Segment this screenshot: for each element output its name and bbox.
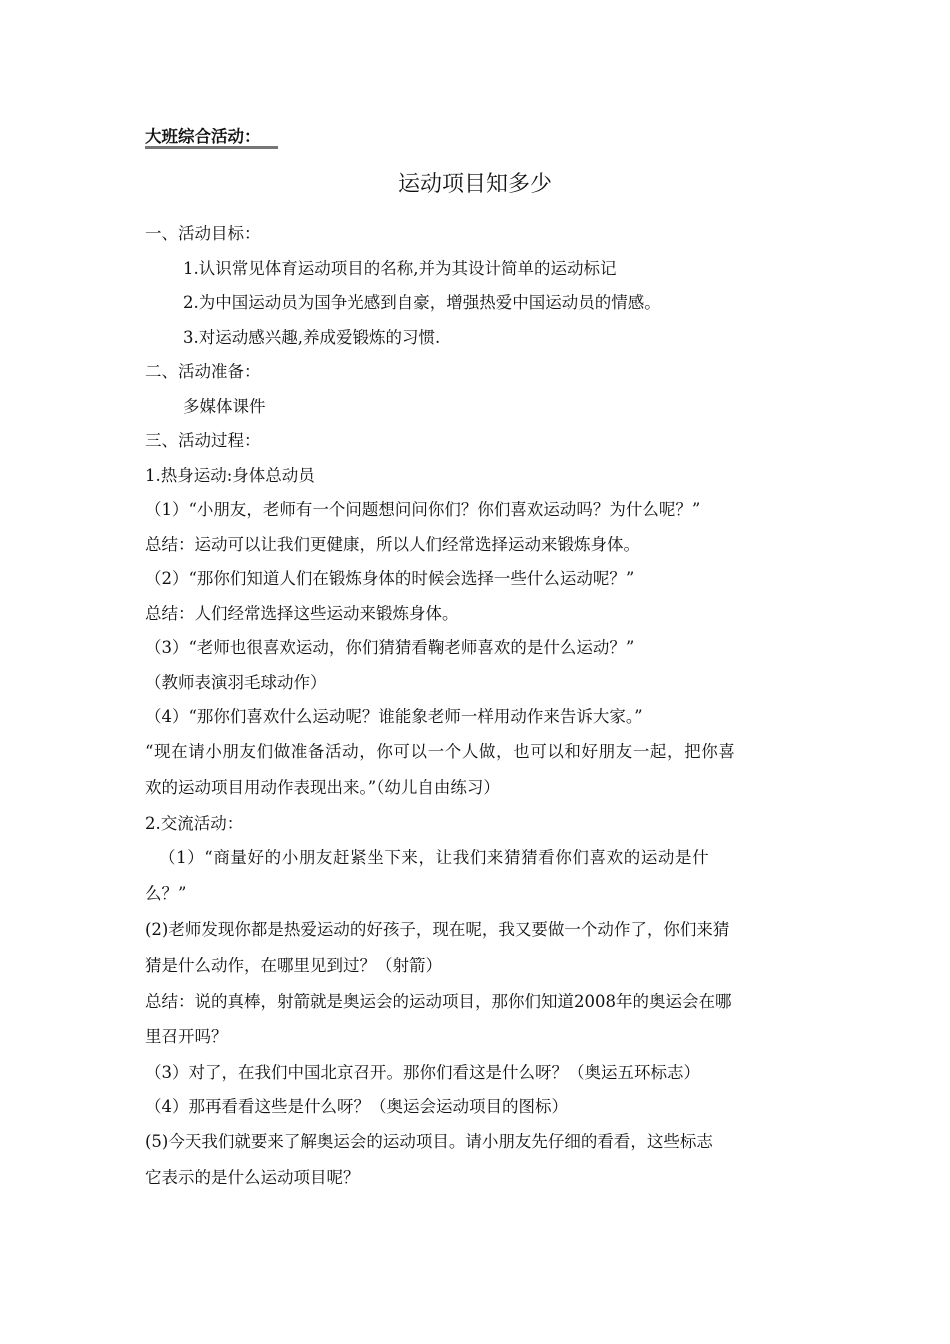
process-line: 总结：人们经常选择这些运动来锻炼身体。 [145, 604, 459, 623]
process-line: 总结：运动可以让我们更健康，所以人们经常选择运动来锻炼身体。 [145, 535, 640, 554]
process-line: 么？” [145, 884, 187, 903]
process-line: (2)老师发现你都是热爱运动的好孩子，现在呢，我又要做一个动作了，你们来猜 [145, 920, 730, 939]
goal-item: 1.认识常见体育运动项目的名称,并为其设计简单的运动标记 [183, 259, 617, 278]
process-line: （1）“小朋友，老师有一个问题想问问你们？你们喜欢运动吗？为什么呢？” [145, 500, 701, 519]
section-heading-preparation: 二、活动准备： [145, 362, 261, 381]
process-line: （教师表演羽毛球动作） [145, 673, 327, 692]
process-line: (5)今天我们就要来了解奥运会的运动项目。请小朋友先仔细的看看，这些标志 [145, 1132, 713, 1151]
section-heading-goals: 一、活动目标： [145, 224, 261, 243]
label-underline [145, 146, 278, 149]
process-line: 猜是什么动作，在哪里见到过？（射箭） [145, 956, 442, 975]
goal-item: 3.对运动感兴趣,养成爱锻炼的习惯. [183, 328, 441, 347]
process-line: 总结：说的真棒，射箭就是奥运会的运动项目，那你们知道2008年的奥运会在哪 [145, 992, 732, 1011]
activity-type-label: 大班综合活动： [145, 127, 261, 146]
process-line: （4）“那你们喜欢什么运动呢？谁能象老师一样用动作来告诉大家。” [145, 707, 643, 726]
process-line: （1）“商量好的小朋友赶紧坐下来，让我们来猜猜看你们喜欢的运动是什 [159, 848, 710, 867]
section-heading-process: 三、活动过程： [145, 431, 261, 450]
preparation-item: 多媒体课件 [183, 397, 266, 416]
process-line: （2）“那你们知道人们在锻炼身体的时候会选择一些什么运动呢？” [145, 569, 635, 588]
process-line: 里召开吗？ [145, 1027, 228, 1046]
process-line: 欢的运动项目用动作表现出来。”（幼儿自由练习） [145, 778, 500, 797]
goal-item: 2.为中国运动员为国争光感到自豪，增强热爱中国运动员的情感。 [183, 293, 661, 312]
process-line: “现在请小朋友们做准备活动，你可以一个人做，也可以和好朋友一起，把你喜 [145, 742, 736, 761]
process-line: 它表示的是什么运动项目呢？ [145, 1168, 360, 1187]
process-line: （3）对了，在我们中国北京召开。那你们看这是什么呀？（奥运五环标志） [145, 1063, 700, 1082]
process-line: 1.热身运动:身体总动员 [145, 466, 315, 485]
process-line: 2.交流活动： [145, 814, 244, 833]
process-line: （3）“老师也很喜欢运动，你们猜猜看鞠老师喜欢的是什么运动？” [145, 638, 635, 657]
process-line: （4）那再看看这些是什么呀？（奥运会运动项目的图标） [145, 1097, 568, 1116]
document-title: 运动项目知多少 [397, 172, 552, 197]
